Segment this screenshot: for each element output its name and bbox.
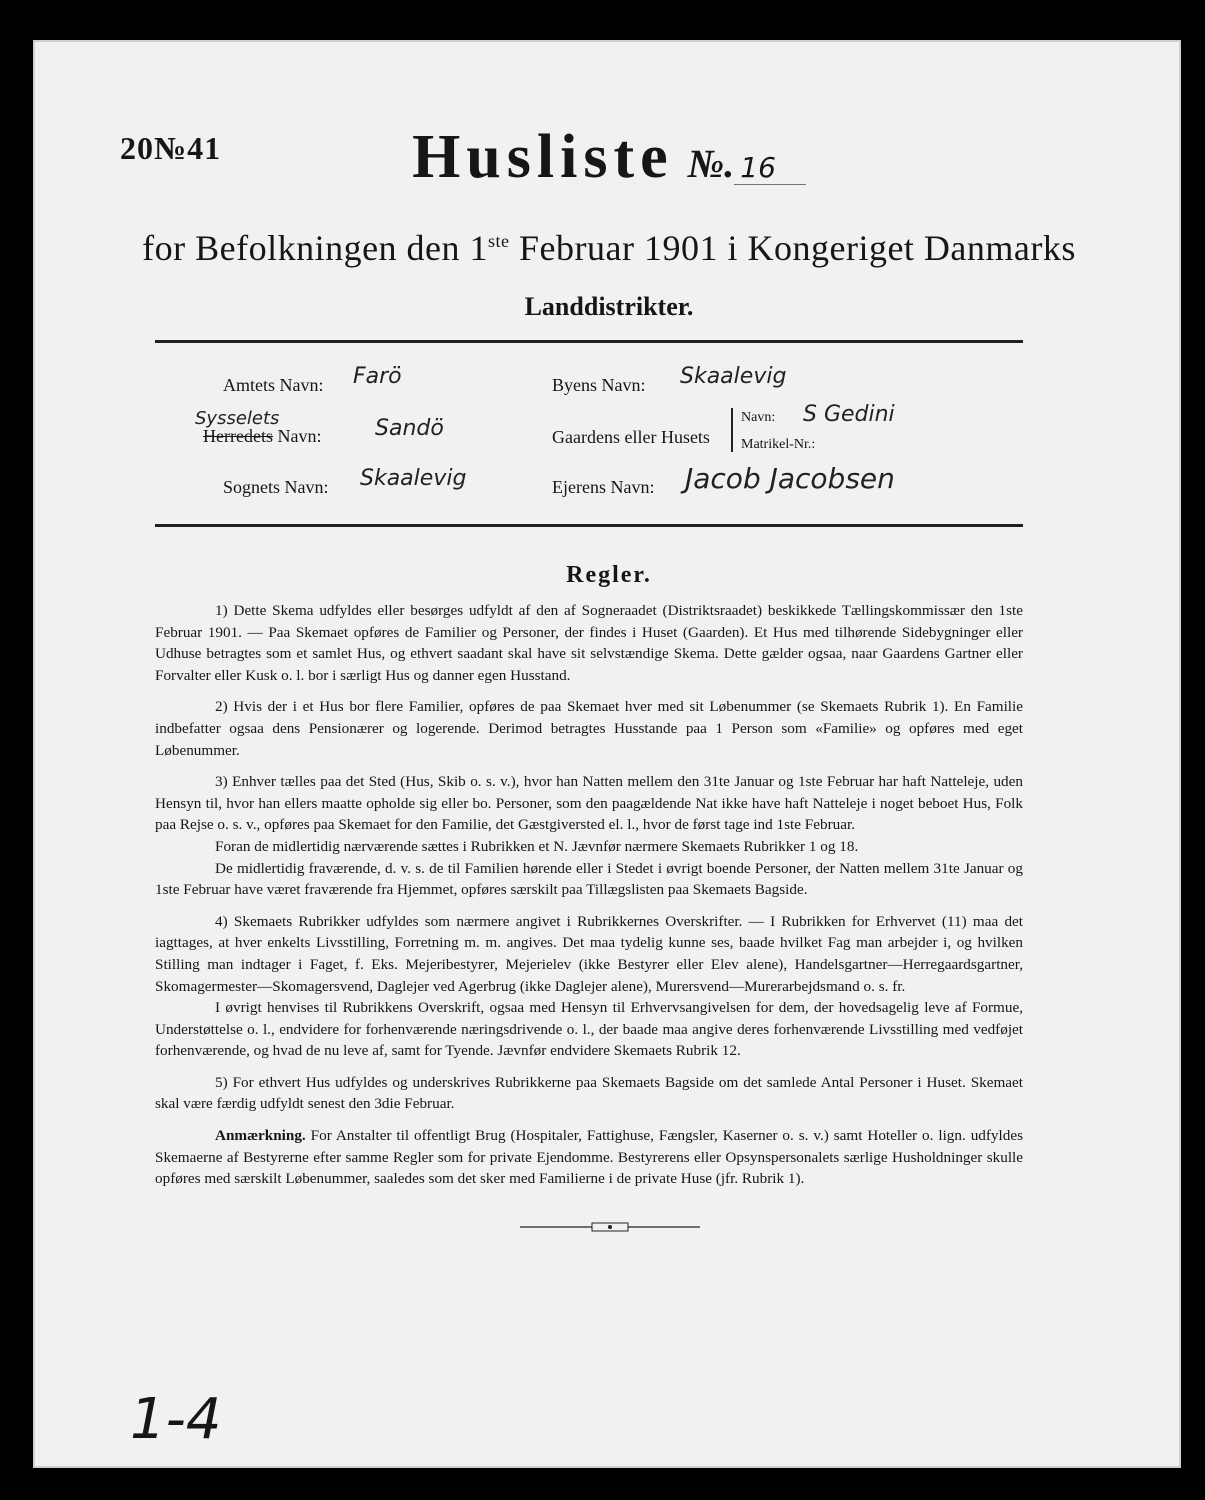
by-value: Skaalevig [680,364,787,389]
ejer-value: Jacob Jacobsen [685,462,895,495]
rule-2: 2) Hvis der i et Hus bor flere Familier, opføres de paa Skemaet hver med sit Løbenummer (se Skemaets Rubrik 1). En Familie indbefatter ogsaa dens Pensionærer og logerende. Derimod betragtes Husstande paa 1 Person som «Familie» og opføres med eget Løbenummer. [155,698,1023,759]
subtitle-superscript: ste [488,231,510,251]
rule-5: 5) For ethvert Hus udfyldes og underskrives Rubrikkerne paa Skemaets Bagside om det samlede Antal Personer i Huset. Skemaet skal være færdig udfyldt senest den 3die Februar. [155,1073,1023,1113]
rules-body [155,600,1023,1200]
sogn-label: Sognets Navn: [223,477,329,497]
sogn-value: Skaalevig [360,466,467,491]
herred-label-rest: Navn: [277,426,322,446]
page-title [35,122,1183,193]
subtitle-part-b: Februar 1901 i Kongeriget Danmarks [509,228,1076,268]
handwritten-house-number: 16 [734,151,806,185]
rule-4-oevrigt: I øvrigt henvises til Rubrikkens Overskrift, ogsaa med Hensyn til Erhvervsangivelsen for dem, der hovedsagelig leve af Formue, Understøttelse o. l., endvidere for forhenværende næringsdrivende o. l., der baade maa angive deres forhenværende Livsstilling med vedføjet forhenværende, og hvad de nu leve af, samt for Tyende. Jævnfør endvidere Skemaets Rubrik 12. [155,999,1023,1060]
rule-3: 3) Enhver tælles paa det Sted (Hus, Skib o. s. v.), hvor han Natten mellem den 31te Januar og 1ste Februar har haft Natteleje, uden Hensyn til, hvor han ellers maatte opholde sig eller bo. Personer, som den paagældende Nat ikke have haft Natteleje i noget beboet Hus, Folk paa Rejse o. s. v., opføres paa Skemaet for den Familie, det Gæstgiversted el. l., hvor de først tage ind 1ste Februar. [155,773,1023,834]
subtitle-part-a: for Befolkningen den 1 [142,228,489,268]
bottom-divider [155,524,1023,527]
parish-correction-note: Sysselets [195,408,280,429]
archive-reference: 20№41 [120,130,222,166]
corner-handwritten-mark: 1-4 [130,1387,222,1452]
title-number-sign: №. [687,141,735,186]
herred-label-struck: Herredets [203,426,273,446]
remark-label: Anmærkning. [215,1127,306,1145]
ornament-divider [520,1220,700,1238]
rule-3-midlertidig: De midlertidig fraværende, d. v. s. de til Familien hørende eller i Stedet i øvrigt boende Personer, der Natten mellem 31te Januar og 1ste Februar have været fraværende fra Hjemmet, opføres særskilt paa Tillægslisten paa Skemaets Bagside. [155,859,1023,899]
rule-1: 1) Dette Skema udfyldes eller besørges udfyldt af den af Sogneraadet (Distriktsraadet) beskikkede Tællingskommissær den 1ste Februar 1901. — Paa Skemaet opføres de Familier og Personer, der findes i Huset (Gaarden). Et Hus med tilhørende Sidebygninger eller Udhuse betragtes som et samlet Hus, og ethvert saadant skal have sit selvstændige Skema. Dette gælder ogsaa, naar Gaardens Gartner eller Forvalter eller Kusk o. l. bor i særligt Hus og danner egen Husstand. [155,602,1023,684]
herred-label [203,426,321,447]
brace-icon [731,408,739,452]
gaard-label: Gaardens eller Husets [552,427,710,447]
ornament-icon [520,1221,700,1233]
top-divider [155,340,1023,343]
amt-value: Farö [353,364,402,389]
herred-value: Sandö [375,416,444,441]
census-form-page [33,40,1181,1468]
rules-heading: Regler. [566,562,652,588]
matrikel-sublabel: Matrikel-Nr.: [741,437,816,452]
district-heading: Landdistrikter. [524,292,694,321]
navn-sublabel: Navn: [741,410,776,425]
navn-value: S Gedini [803,402,895,427]
title-text: Husliste [412,123,674,191]
rule-3-foran: Foran de midlertidig nærværende sættes i Rubrikken et N. Jævnfør nærmere Skemaets Rubrikker 1 og 18. [215,837,859,855]
rule-4: 4) Skemaets Rubrikker udfyldes som nærmere angivet i Rubrikkernes Overskrifter. — I Rubrikken for Erhvervet (11) maa det iagttages, at hver enkelts Livsstilling, Forretning m. m. angives. Det maa tydelig kunne ses, baade hvilket Fag man arbejder i, og hvilken Stilling man indtager i Faget, f. Eks. Mejeribestyrer, Mejerielev (ikke Bestyrer eller Elev alene), Handelsgartner—Herregaardsgartner, Skomagermester—Skomagersvend, Daglejer ved Agerbrug (ikke Daglejer alene), Murersvend—Murerarbejdsmand o. s. fr. [155,912,1023,995]
remark [155,1125,1023,1190]
by-label: Byens Navn: [552,375,646,395]
amt-label: Amtets Navn: [223,375,324,395]
subtitle [35,227,1183,269]
ejer-label: Ejerens Navn: [552,477,655,497]
remark-text: For Anstalter til offentligt Brug (Hospitaler, Fattighuse, Fængsler, Kaserner o. s. v.) samt Hoteller o. lign. udfyldes Skemaerne af Bestyrerne efter samme Regler som for private Ejendomme. Bestyrerens eller Opsynspersonalets særlige Husholdninger skulle opføres med særskilt Løbenummer, saaledes som det sker med Familierne i de private Huse (jfr. Rubrik 1). [155,1127,1023,1188]
